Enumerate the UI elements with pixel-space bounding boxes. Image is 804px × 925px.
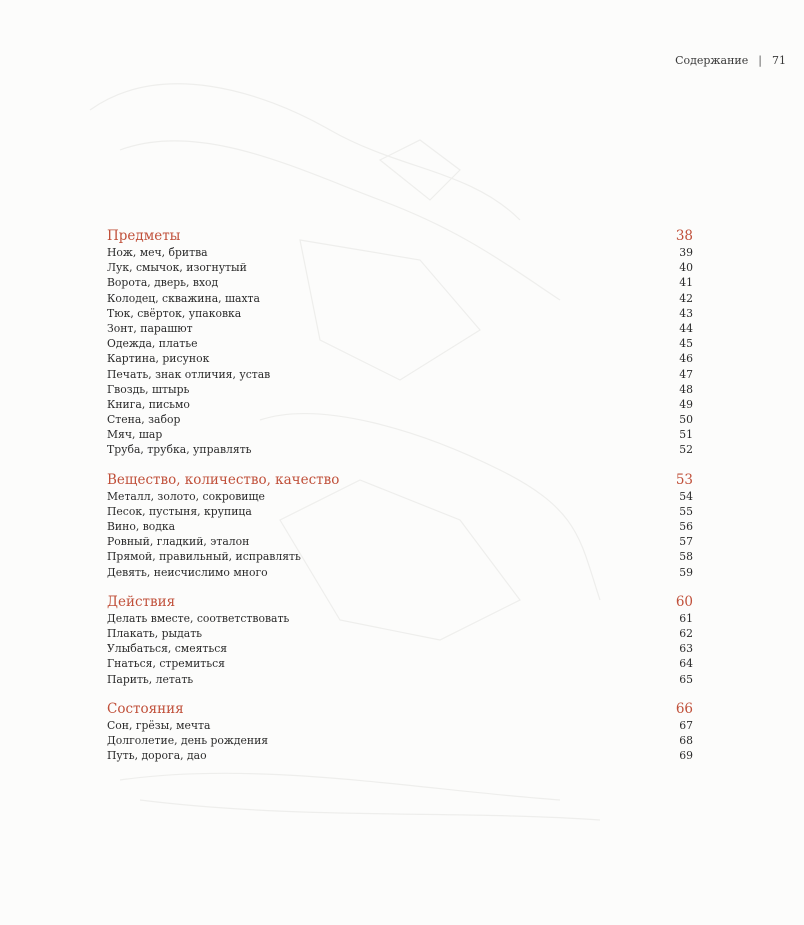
header-separator: |: [758, 54, 762, 67]
toc-entry[interactable]: [107, 412, 693, 427]
toc-section-actions: [107, 594, 693, 687]
section-page: 53: [675, 471, 693, 488]
entry-label: Гнаться, стремиться: [107, 657, 225, 671]
entry-label: Зонт, парашют: [107, 321, 193, 335]
toc-entry[interactable]: [107, 397, 693, 412]
toc-entry[interactable]: [107, 519, 693, 534]
entry-page: 62: [679, 626, 693, 640]
entry-label: Печать, знак отличия, устав: [107, 367, 271, 381]
toc-entry[interactable]: [107, 641, 693, 656]
toc-entry[interactable]: [107, 260, 693, 275]
entry-page: 45: [679, 337, 693, 351]
entry-label: Парить, летать: [107, 672, 194, 686]
entry-label: Сон, грёзы, мечта: [107, 718, 211, 732]
entry-page: 49: [679, 397, 693, 411]
entry-page: 47: [679, 367, 693, 381]
entry-label: Гвоздь, штырь: [107, 382, 190, 396]
entry-label: Путь, дорога, дао: [107, 749, 207, 763]
entry-label: Девять, неисчислимо много: [107, 565, 268, 579]
table-of-contents: [107, 228, 693, 777]
entry-page: 64: [679, 657, 693, 671]
toc-entry[interactable]: [107, 504, 693, 519]
toc-entry[interactable]: [107, 442, 693, 457]
toc-entry[interactable]: [107, 534, 693, 549]
entry-page: 54: [679, 489, 693, 503]
toc-section-states: [107, 701, 693, 764]
toc-entry[interactable]: [107, 367, 693, 382]
entry-page: 43: [679, 306, 693, 320]
toc-section-substance: [107, 472, 693, 580]
entry-page: 48: [679, 382, 693, 396]
entry-page: 42: [679, 291, 693, 305]
section-page: 66: [675, 700, 693, 717]
entry-page: 68: [679, 733, 693, 747]
section-page: 60: [675, 593, 693, 610]
toc-entry[interactable]: [107, 733, 693, 748]
entry-label: Стена, забор: [107, 413, 181, 427]
entry-label: Мяч, шар: [107, 428, 163, 442]
toc-entry[interactable]: [107, 245, 693, 260]
entry-label: Нож, меч, бритва: [107, 246, 208, 259]
running-header: [675, 54, 786, 67]
entry-page: 59: [679, 565, 693, 579]
toc-entry[interactable]: [107, 718, 693, 733]
section-title: Действия: [107, 593, 176, 610]
entry-label: Картина, рисунок: [107, 352, 210, 366]
entry-label: Труба, трубка, управлять: [107, 443, 252, 457]
entry-label: Вино, водка: [107, 520, 176, 533]
toc-entry[interactable]: [107, 306, 693, 321]
entry-page: 67: [679, 718, 693, 732]
toc-entry[interactable]: [107, 748, 693, 763]
entry-page: 40: [679, 261, 693, 275]
toc-section-heading[interactable]: [107, 472, 693, 489]
entry-page: 61: [679, 611, 693, 625]
toc-section-heading[interactable]: [107, 701, 693, 718]
toc-entry[interactable]: [107, 321, 693, 336]
entry-label: Одежда, платье: [107, 337, 198, 351]
entry-page: 65: [679, 672, 693, 686]
header-section-title: Содержание: [675, 54, 749, 67]
entry-label: Улыбаться, смеяться: [107, 642, 228, 656]
toc-section-objects: [107, 228, 693, 458]
entry-label: Ровный, гладкий, эталон: [107, 535, 250, 549]
entry-page: 39: [679, 246, 693, 259]
entry-page: 51: [679, 428, 693, 442]
entry-page: 57: [679, 535, 693, 549]
section-title: Состояния: [107, 700, 184, 717]
toc-entry[interactable]: [107, 336, 693, 351]
entry-page: 52: [679, 443, 693, 457]
entry-page: 69: [679, 749, 693, 763]
toc-entry[interactable]: [107, 611, 693, 626]
toc-entry[interactable]: [107, 291, 693, 306]
entry-page: 50: [679, 413, 693, 427]
entry-label: Плакать, рыдать: [107, 626, 203, 640]
entry-label: Прямой, правильный, исправлять: [107, 550, 301, 564]
toc-entry[interactable]: [107, 656, 693, 671]
toc-section-heading[interactable]: [107, 594, 693, 611]
section-title: Вещество, количество, качество: [107, 471, 340, 488]
header-page-number: 71: [772, 54, 786, 67]
entry-label: Долголетие, день рождения: [107, 733, 269, 747]
entry-page: 41: [679, 276, 693, 290]
entry-page: 63: [679, 642, 693, 656]
entry-label: Тюк, свёрток, упаковка: [107, 306, 242, 320]
section-page: 38: [675, 228, 693, 244]
entry-page: 44: [679, 321, 693, 335]
entry-page: 55: [679, 504, 693, 518]
entry-label: Книга, письмо: [107, 397, 190, 411]
toc-entry[interactable]: [107, 672, 693, 687]
entry-page: 56: [679, 520, 693, 533]
entry-label: Ворота, дверь, вход: [107, 276, 219, 290]
section-title: Предметы: [107, 228, 181, 244]
entry-label: Колодец, скважина, шахта: [107, 291, 260, 305]
toc-entry[interactable]: [107, 565, 693, 580]
toc-entry[interactable]: [107, 275, 693, 290]
toc-entry[interactable]: [107, 351, 693, 366]
toc-entry[interactable]: [107, 549, 693, 564]
toc-section-heading[interactable]: [107, 228, 693, 245]
entry-label: Песок, пустыня, крупица: [107, 504, 252, 518]
entry-page: 58: [679, 550, 693, 564]
toc-entry[interactable]: [107, 382, 693, 397]
entry-page: 46: [679, 352, 693, 366]
entry-label: Металл, золото, сокровище: [107, 489, 265, 503]
toc-entry[interactable]: [107, 626, 693, 641]
toc-entry[interactable]: [107, 489, 693, 504]
entry-label: Делать вместе, соответствовать: [107, 611, 290, 625]
entry-label: Лук, смычок, изогнутый: [107, 261, 247, 275]
toc-entry[interactable]: [107, 427, 693, 442]
